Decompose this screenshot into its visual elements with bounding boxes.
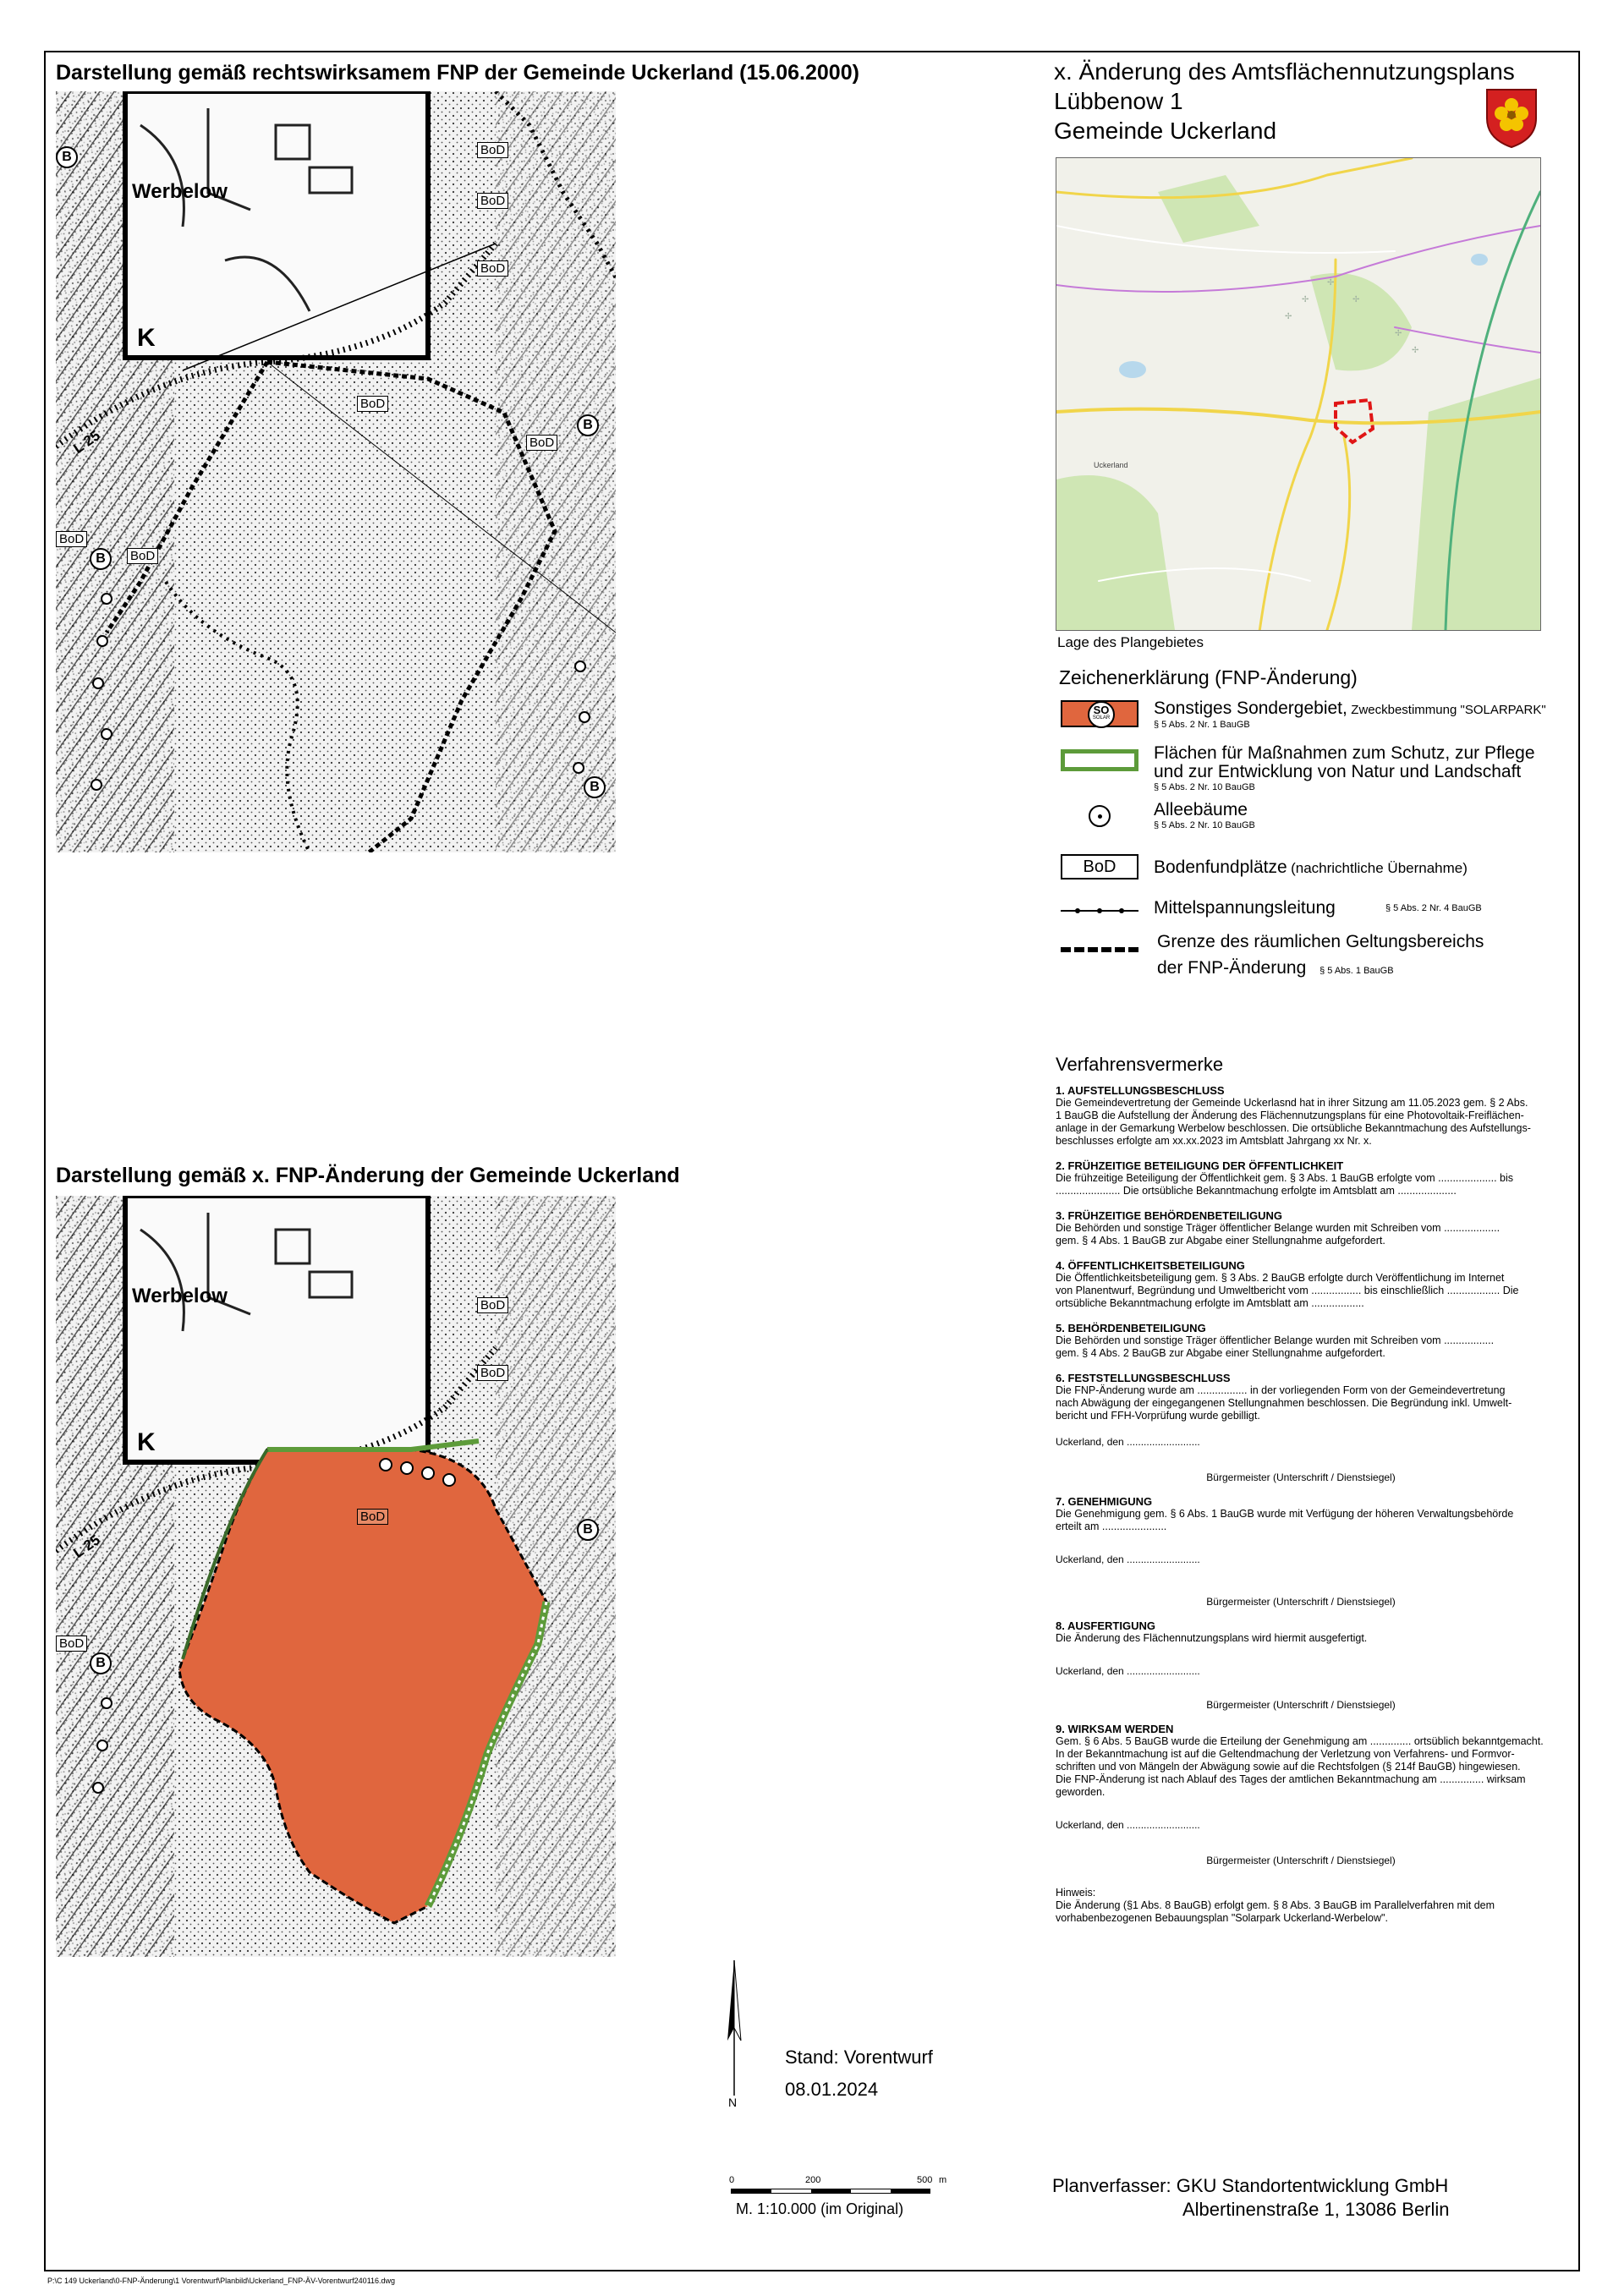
bottom-map bbox=[56, 1196, 616, 1957]
procedure-section bbox=[1056, 1159, 1546, 1197]
procedure-text-line: Die Änderung des Flächennutzungsplans wird hiermit ausgefertigt. bbox=[1056, 1632, 1368, 1644]
municipality-name: Gemeinde Uckerland bbox=[1054, 118, 1277, 144]
procedure-text-line: Die frühzeitige Beteiligung der Öffentlichkeit gem. § 3 Abs. 1 BauGB erfolgte vom .................... bis bbox=[1056, 1172, 1514, 1184]
legend-bod-symbol: BoD bbox=[1061, 854, 1138, 879]
hint-text-line: vorhabenbezogenen Bebauungsplan "Solarpark Uckerland-Werbelow". bbox=[1056, 1912, 1388, 1924]
legend-so-ref: § 5 Abs. 2 Nr. 1 BauGB bbox=[1154, 720, 1250, 730]
procedure-text-line: schriften und von Mängeln der Abwägung sowie auf die Rechtsfolgen (§ 214f BauGB) hingewiesen. bbox=[1056, 1761, 1521, 1773]
procedure-heading: 2. FRÜHZEITIGE BETEILIGUNG DER ÖFFENTLICHKEIT bbox=[1056, 1159, 1344, 1172]
legend-boundary-label-2: der FNP-Änderung bbox=[1157, 958, 1307, 978]
legend-title: Zeichenerklärung (FNP-Änderung) bbox=[1059, 666, 1358, 688]
procedure-heading: 8. AUSFERTIGUNG bbox=[1056, 1619, 1155, 1632]
bottom-map-k-label: K bbox=[137, 1428, 156, 1456]
legend-boundary-ref: § 5 Abs. 1 BauGB bbox=[1320, 966, 1394, 976]
bottom-map-bod-label: BoD bbox=[56, 1636, 87, 1652]
bottom-map-place-label: Werbelow bbox=[132, 1285, 228, 1307]
signature-line: Bürgermeister (Unterschrift / Dienstsiegel) bbox=[1206, 1855, 1396, 1866]
procedure-heading: 3. FRÜHZEITIGE BEHÖRDENBETEILIGUNG bbox=[1056, 1209, 1282, 1222]
tree-icon bbox=[1089, 805, 1111, 827]
location-map-caption: Lage des Plangebietes bbox=[1057, 634, 1204, 650]
power-line-icon bbox=[1061, 905, 1138, 915]
procedure-text-line: Die Behörden und sonstige Träger öffentlicher Belange wurden mit Schreiben vom ................. bbox=[1056, 1334, 1495, 1346]
procedure-text-line: gem. § 4 Abs. 2 BauGB zur Abgabe einer Stellungnahme aufgefordert. bbox=[1056, 1347, 1385, 1359]
bottom-map-b-symbol: B bbox=[577, 1519, 599, 1541]
legend-so-purpose: Zweckbestimmung "SOLARPARK" bbox=[1351, 703, 1546, 717]
legend-powerline-ref: § 5 Abs. 2 Nr. 4 BauGB bbox=[1385, 903, 1482, 913]
legend-so-swatch bbox=[1061, 700, 1138, 727]
signature-line: Bürgermeister (Unterschrift / Dienstsiegel) bbox=[1206, 1471, 1396, 1483]
bottom-map-bod-label: BoD bbox=[357, 1509, 388, 1525]
procedure-text-line: Die Behörden und sonstige Träger öffentlicher Belange wurden mit Schreiben vom ................... bbox=[1056, 1222, 1501, 1234]
procedure-section bbox=[1056, 1084, 1546, 1148]
plan-subtitle: Lübbenow 1 bbox=[1054, 88, 1183, 114]
legend-so-symbol-sub: SOLAR bbox=[1092, 715, 1111, 721]
legend-trees-ref: § 5 Abs. 2 Nr. 10 BauGB bbox=[1154, 820, 1255, 830]
svg-text:✢: ✢ bbox=[1352, 295, 1360, 304]
scale-tick-0: 0 bbox=[729, 2175, 735, 2185]
procedure-section bbox=[1056, 1619, 1546, 1711]
procedure-section bbox=[1056, 1495, 1546, 1608]
file-path: P:\C 149 Uckerland\0-FNP-Änderung\1 Vorentwurf\Planbild\Uckerland_FNP-ÄV-Vorentwurf240116.dwg bbox=[47, 2277, 396, 2285]
hint-title: Hinweis: bbox=[1056, 1887, 1096, 1899]
procedure-section bbox=[1056, 1259, 1546, 1310]
legend-so-symbol: SO bbox=[1093, 704, 1110, 716]
procedure-heading: 1. AUFSTELLUNGSBESCHLUSS bbox=[1056, 1084, 1225, 1097]
top-map-bod-label: BoD bbox=[477, 193, 508, 209]
svg-text:✢: ✢ bbox=[1412, 346, 1419, 355]
legend-powerline-label: Mittelspannungsleitung bbox=[1154, 898, 1336, 918]
procedure-text-line: bericht und FFH-Vorprüfung wurde gebilligt. bbox=[1056, 1410, 1260, 1422]
procedure-notes-title: Verfahrensvermerke bbox=[1056, 1054, 1224, 1075]
legend-protection-swatch bbox=[1061, 749, 1138, 771]
svg-text:✢: ✢ bbox=[1395, 329, 1402, 338]
procedure-text-line: ortsübliche Bekanntmachung erfolgte im Amtsblatt am .................. bbox=[1056, 1297, 1364, 1309]
procedure-text-line: anlage in der Gemarkung Werbelow beschlossen. Die ortsübliche Bekanntmachung des Aufstellungs- bbox=[1056, 1122, 1531, 1134]
bottom-map-bod-label: BoD bbox=[477, 1297, 508, 1313]
top-map-place-label: Werbelow bbox=[132, 180, 228, 203]
scale-tick-500: 500 bbox=[917, 2175, 933, 2185]
scale-bar bbox=[731, 2189, 930, 2194]
scale-tick-200: 200 bbox=[805, 2175, 821, 2185]
top-map bbox=[56, 91, 616, 852]
procedure-heading: 6. FESTSTELLUNGSBESCHLUSS bbox=[1056, 1372, 1231, 1384]
bottom-map-title: Darstellung gemäß x. FNP-Änderung der Gemeinde Uckerland bbox=[56, 1164, 680, 1187]
legend-bod-note: (nachrichtliche Übernahme) bbox=[1291, 860, 1468, 876]
signature-line: Bürgermeister (Unterschrift / Dienstsiegel) bbox=[1206, 1596, 1396, 1608]
procedure-text-line: beschlusses erfolgte am xx.xx.2023 im Amtsblatt Jahrgang xx Nr. x. bbox=[1056, 1135, 1372, 1147]
procedure-text-line: Die FNP-Änderung wurde am ................. in der vorliegenden Form von der Gemeindevertretung bbox=[1056, 1384, 1506, 1396]
legend-protection-ref: § 5 Abs. 2 Nr. 10 BauGB bbox=[1154, 782, 1255, 792]
scale-text: M. 1:10.000 (im Original) bbox=[736, 2200, 904, 2217]
legend-bod-label: Bodenfundplätze bbox=[1154, 858, 1287, 877]
procedure-text-line: erteilt am ...................... bbox=[1056, 1521, 1167, 1532]
signature-place: Uckerland, den .......................... bbox=[1056, 1665, 1200, 1677]
signature-place: Uckerland, den .......................... bbox=[1056, 1436, 1200, 1448]
top-map-bod-label: BoD bbox=[357, 396, 388, 412]
procedure-section bbox=[1056, 1209, 1546, 1247]
bottom-map-bod-label: BoD bbox=[477, 1365, 508, 1381]
plan-title: x. Änderung des Amtsflächennutzungsplans bbox=[1054, 58, 1515, 85]
procedure-section bbox=[1056, 1372, 1546, 1483]
north-label: N bbox=[728, 2096, 738, 2109]
procedure-text-line: von Planentwurf, Begründung und Umweltbericht vom ................. bis einschließlich .................. Die bbox=[1056, 1285, 1519, 1296]
procedure-heading: 9. WIRKSAM WERDEN bbox=[1056, 1723, 1174, 1735]
svg-text:✢: ✢ bbox=[1302, 295, 1309, 304]
north-arrow-icon bbox=[726, 1960, 743, 2096]
signature-line: Bürgermeister (Unterschrift / Dienstsiegel) bbox=[1206, 1699, 1396, 1711]
signature-place: Uckerland, den .......................... bbox=[1056, 1819, 1200, 1831]
bottom-map-b-symbol: B bbox=[90, 1652, 112, 1674]
status-label: Stand: Vorentwurf bbox=[785, 2047, 933, 2068]
procedure-notes bbox=[1056, 1084, 1546, 1925]
procedure-text-line: Gem. § 6 Abs. 5 BauGB wurde die Erteilung der Genehmigung am .............. ortsüblich bekanntgemacht. bbox=[1056, 1735, 1544, 1747]
svg-text:✢: ✢ bbox=[1285, 312, 1292, 321]
procedure-text-line: Die Öffentlichkeitsbeteiligung gem. § 3 Abs. 2 BauGB erfolgte durch Veröffentlichung im Internet bbox=[1056, 1272, 1505, 1284]
procedure-text-line: Die Genehmigung gem. § 6 Abs. 1 BauGB wurde mit Verfügung der höheren Verwaltungsbehörde bbox=[1056, 1508, 1514, 1520]
procedure-text-line: Die FNP-Änderung ist nach Ablauf des Tages der amtlichen Bekanntmachung am ............... wirksam bbox=[1056, 1773, 1526, 1785]
procedure-text-line: Die Gemeindevertretung der Gemeinde Uckerlasnd hat in ihrer Sitzung am 11.05.2023 gem. § 2 Abs. bbox=[1056, 1097, 1528, 1109]
legend-protection-label-1: Flächen für Maßnahmen zum Schutz, zur Pflege bbox=[1154, 743, 1535, 763]
top-map-b-symbol: B bbox=[577, 414, 599, 436]
top-map-k-label: K bbox=[137, 324, 156, 352]
procedure-heading: 7. GENEHMIGUNG bbox=[1056, 1495, 1153, 1508]
top-map-bod-label: BoD bbox=[56, 531, 87, 547]
status-date: 08.01.2024 bbox=[785, 2079, 879, 2100]
top-map-b-symbol: B bbox=[90, 548, 112, 570]
top-map-bod-label: BoD bbox=[477, 260, 508, 277]
procedure-text-line: gem. § 4 Abs. 1 BauGB zur Abgabe einer Stellungnahme aufgefordert. bbox=[1056, 1235, 1385, 1247]
scale-unit: m bbox=[939, 2175, 947, 2185]
hint-block bbox=[1056, 1887, 1546, 1925]
location-map-place-label: Uckerland bbox=[1094, 461, 1128, 469]
signature-place: Uckerland, den .......................... bbox=[1056, 1553, 1200, 1565]
top-map-road-label: L 25 bbox=[70, 427, 103, 458]
procedure-heading: 4. ÖFFENTLICHKEITSBETEILIGUNG bbox=[1056, 1259, 1245, 1272]
procedure-section bbox=[1056, 1723, 1546, 1866]
svg-text:✢: ✢ bbox=[1327, 278, 1335, 288]
top-map-bod-label: BoD bbox=[477, 142, 508, 158]
procedure-section bbox=[1056, 1322, 1546, 1360]
top-map-bod-label: BoD bbox=[127, 548, 158, 564]
procedure-heading: 5. BEHÖRDENBETEILIGUNG bbox=[1056, 1322, 1206, 1334]
legend-protection-label-2: und zur Entwicklung von Natur und Landschaft bbox=[1154, 762, 1522, 781]
top-map-b-symbol: B bbox=[56, 146, 78, 168]
top-map-b-symbol: B bbox=[584, 776, 606, 798]
procedure-text-line: ...................... Die ortsübliche Bekanntmachung erfolgte im Amtsblatt am .................... bbox=[1056, 1185, 1457, 1197]
legend-trees-label: Alleebäume bbox=[1154, 800, 1248, 819]
planner-line-1: Planverfasser: GKU Standortentwicklung GmbH bbox=[1052, 2175, 1449, 2196]
legend-boundary-line bbox=[1061, 947, 1138, 952]
top-map-title: Darstellung gemäß rechtswirksamem FNP der Gemeinde Uckerland (15.06.2000) bbox=[56, 61, 859, 85]
top-map-bod-label: BoD bbox=[526, 435, 557, 451]
legend-so-label: Sonstiges Sondergebiet, bbox=[1154, 699, 1347, 718]
procedure-text-line: 1 BauGB die Aufstellung der Änderung des Flächennutzungsplans für eine Photovoltaik-Freiflächen- bbox=[1056, 1110, 1524, 1121]
procedure-text-line: geworden. bbox=[1056, 1786, 1106, 1798]
location-map bbox=[1056, 157, 1541, 631]
procedure-text-line: nach Abwägung der eingegangenen Stellungnahmen beschlossen. Die Begründung inkl. Umwelt- bbox=[1056, 1397, 1512, 1409]
hint-text-line: Die Änderung (§1 Abs. 8 BauGB) erfolgt gem. § 8 Abs. 3 BauGB im Parallelverfahren mit dem bbox=[1056, 1899, 1495, 1911]
coat-of-arms-icon bbox=[1484, 86, 1539, 149]
planner-line-2: Albertinenstraße 1, 13086 Berlin bbox=[1182, 2199, 1450, 2220]
procedure-text-line: In der Bekanntmachung ist auf die Geltendmachung der Verletzung von Verfahrens- und Formvor- bbox=[1056, 1748, 1515, 1760]
legend-boundary-label-1: Grenze des räumlichen Geltungsbereichs bbox=[1157, 932, 1484, 951]
bottom-map-road-label: L 25 bbox=[70, 1532, 103, 1562]
